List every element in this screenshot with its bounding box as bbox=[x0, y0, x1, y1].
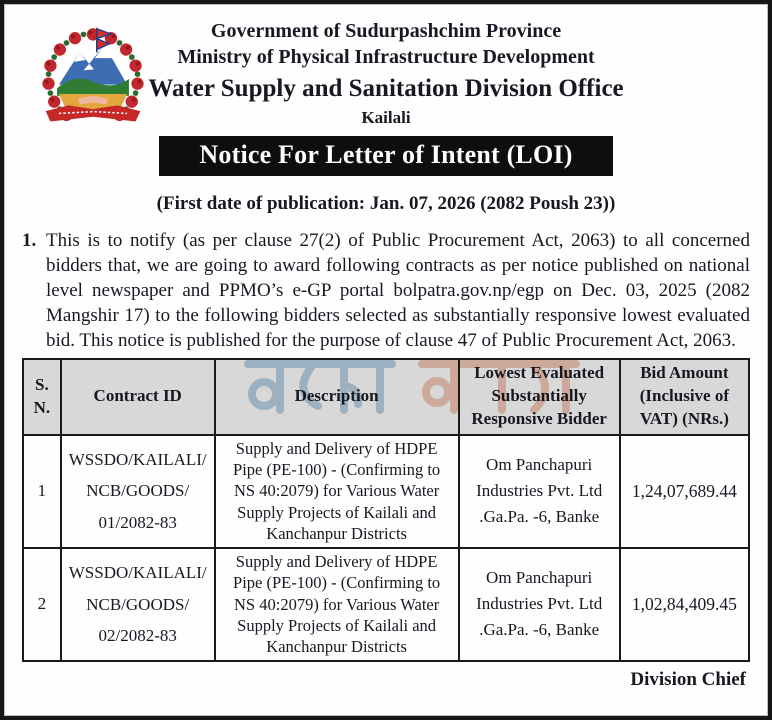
cell-description: Supply and Delivery of HDPE Pipe (PE-100) - (Confirming to NS 40:2079) for Various Water Supply Projects of Kailali and Kanchanpur Districts bbox=[215, 435, 459, 548]
government-line: Government of Sudurpashchim Province bbox=[210, 20, 562, 42]
cell-bid-amount: 1,02,84,409.45 bbox=[620, 548, 749, 661]
cell-description: Supply and Delivery of HDPE Pipe (PE-100) - (Confirming to NS 40:2079) for Various Water Supply Projects of Kailali and Kanchanpur Districts bbox=[215, 548, 459, 661]
col-header-sn: S. N. bbox=[23, 359, 61, 435]
col-header-description: Description bbox=[215, 359, 459, 435]
paragraph-text: This is to notify (as per clause 27(2) of Public Procurement Act, 2063) to all concerned bidders that, we are going to award following contracts as per notice published on national level newspaper and PPMO’s e-GP portal bolpatra.gov.np/egp on Dec. 03, 2025 (2082 Mangshir 17) to the following bidders selected as substantially responsive lowest evaluated bid. This notice is published for the purpose of clause 47 of Public Procurement Act, 2063. bbox=[46, 229, 750, 351]
cell-bidder: Om Panchapuri Industries Pvt. Ltd .Ga.Pa. -6, Banke bbox=[459, 435, 620, 548]
document-header bbox=[22, 18, 750, 215]
district-name: Kailali bbox=[361, 108, 411, 128]
signatory-title: Division Chief bbox=[630, 668, 746, 690]
cell-bidder: Om Panchapuri Industries Pvt. Ltd .Ga.Pa. -6, Banke bbox=[459, 548, 620, 661]
col-header-bidder: Lowest Evaluated Substantially Responsive Bidder bbox=[459, 359, 620, 435]
col-header-bid-amount: Bid Amount (Inclusive of VAT) (NRs.) bbox=[620, 359, 749, 435]
notice-paragraph bbox=[22, 228, 750, 353]
table-header-row bbox=[23, 359, 749, 435]
paragraph-number: 1. bbox=[22, 229, 37, 251]
col-header-contract-id: Contract ID bbox=[61, 359, 215, 435]
nepal-emblem-logo bbox=[36, 24, 150, 130]
ministry-line: Ministry of Physical Infrastructure Development bbox=[177, 46, 595, 69]
cell-contract-id: WSSDO/KAILALI/ NCB/GOODS/ 02/2082-83 bbox=[61, 548, 215, 661]
loi-table bbox=[22, 358, 750, 662]
notice-banner-row bbox=[22, 136, 750, 176]
publication-date-line: (First date of publication: Jan. 07, 2026 (2082 Poush 23)) bbox=[156, 192, 616, 214]
office-name: Water Supply and Sanitation Division Office bbox=[148, 74, 624, 102]
cell-sn: 1 bbox=[23, 435, 61, 548]
table-row bbox=[23, 548, 749, 661]
cell-contract-id: WSSDO/KAILALI/ NCB/GOODS/ 01/2082-83 bbox=[61, 435, 215, 548]
notice-title-banner: Notice For Letter of Intent (LOI) bbox=[159, 136, 612, 176]
cell-bid-amount: 1,24,07,689.44 bbox=[620, 435, 749, 548]
cell-sn: 2 bbox=[23, 548, 61, 661]
table-row bbox=[23, 435, 749, 548]
